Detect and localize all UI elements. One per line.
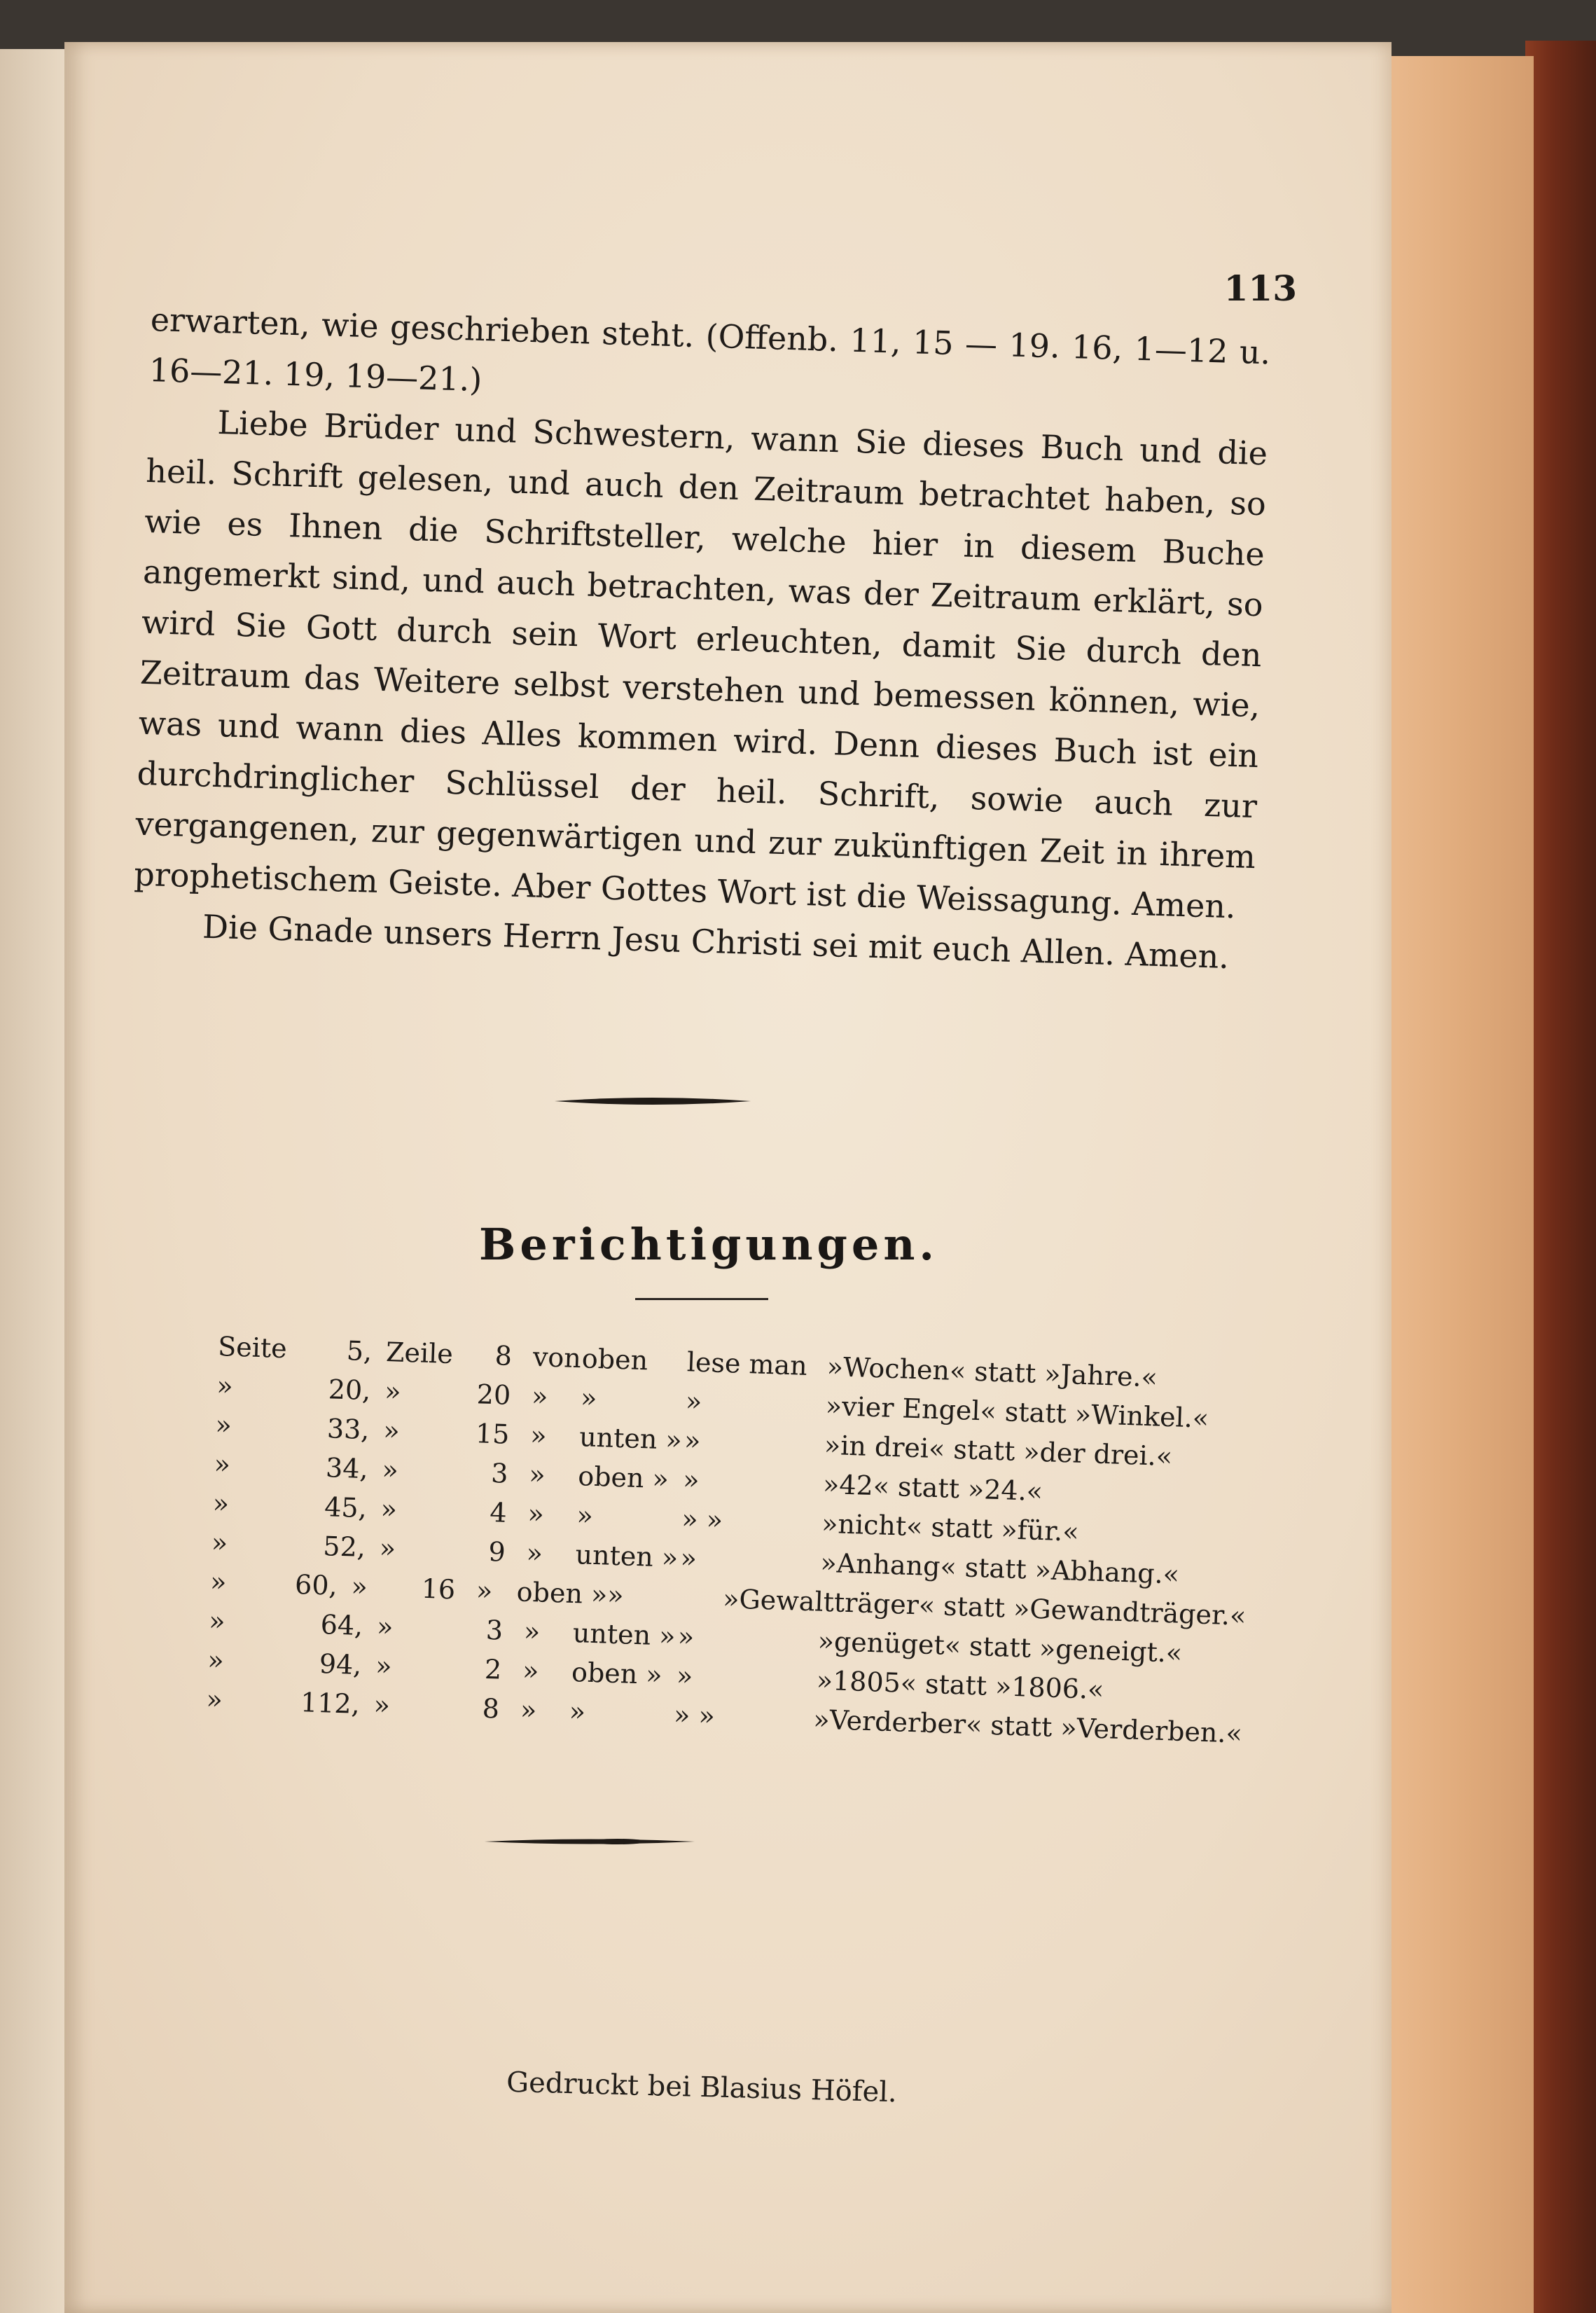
errata-line: 2 (484, 1653, 502, 1685)
paragraph-1: erwarten, wie geschrieben steht. (Offenb. 11, 15 — 19. 16, 1—12 u. 16—21. 19, 19—21.) (148, 300, 1272, 399)
errata-von: » (476, 1575, 494, 1607)
errata-correction: »genüget« statt »geneigt.« (817, 1625, 1183, 1669)
errata-page: 34, (325, 1452, 369, 1485)
page-number: 113 (1223, 268, 1297, 309)
errata-seite: » (208, 1605, 226, 1637)
errata-direction: » (580, 1382, 598, 1414)
errata-zeile: » (380, 1493, 398, 1525)
errata-line: 9 (487, 1535, 506, 1568)
paragraph-2: Liebe Brüder und Schwestern, wann Sie dieses Buch und die heil. Schrift gelesen, und auch den Zeitraum betrachtet haben, so wie es Ihnen die Schriftsteller, welche hier in diesem Buche angemerkt sind, und auch betrachten, was der Zeitraum erklärt, so wird Sie Gott durch sein Wort erleuchten, damit Sie durch den Zeitraum das Weitere selbst verstehen und bemessen können, wie, was und wann dies Alles kommen wird. Denn dieses Buch ist ein durchdringlicher Schlüssel der heil. Schrift, sowie auch zur vergangenen, zur gegenwärtigen und zur zukünftigen Zeit in ihrem prophetischem Geiste. Aber Gottes Wort ist die Weissagung. Amen. (133, 403, 1268, 926)
errata-line: 15 (475, 1418, 511, 1450)
book-page (64, 42, 1392, 2313)
errata-correction: »Gewaltträger« statt »Gewandträger.« (722, 1583, 1247, 1631)
errata-line: 20 (476, 1379, 511, 1411)
errata-line: 3 (485, 1614, 504, 1646)
errata-direction: » (576, 1500, 594, 1531)
errata-correction: »1805« statt »1806.« (816, 1664, 1105, 1706)
errata-seite: » (205, 1683, 223, 1715)
errata-seite: » (211, 1526, 228, 1559)
errata-lese: lese man (686, 1346, 808, 1381)
errata-seite: Seite (217, 1331, 288, 1365)
errata-lese: » (677, 1620, 695, 1652)
errata-lese: » (685, 1386, 703, 1417)
errata-page: 112, (300, 1687, 361, 1720)
errata-zeile: Zeile (385, 1336, 454, 1370)
book-cover-edge (1525, 41, 1596, 2313)
errata-seite: » (213, 1448, 231, 1480)
errata-page: 52, (322, 1531, 366, 1563)
printer-imprint: Gedruckt bei Blasius Höfel. (506, 2066, 898, 2109)
errata-von: » (531, 1380, 549, 1412)
errata-zeile: » (373, 1689, 391, 1721)
errata-line: 3 (490, 1458, 509, 1489)
errata-seite: » (209, 1566, 228, 1598)
errata-direction: » (569, 1695, 586, 1727)
errata-line: 4 (489, 1497, 508, 1528)
errata-lese: » (679, 1542, 698, 1574)
errata-correction: »Verderber« statt »Verderben.« (812, 1704, 1243, 1749)
heading-rule (635, 1298, 768, 1300)
errata-von: » (522, 1655, 540, 1687)
errata-von: » (527, 1498, 545, 1530)
errata-correction: »nicht« statt »für.« (821, 1507, 1080, 1547)
errata-zeile: » (381, 1454, 399, 1486)
paragraph-3: Die Gnade unsers Herrn Jesu Christi sei mit euch Allen. Amen. (202, 907, 1230, 976)
errata-lese: » (676, 1659, 694, 1692)
ornament-divider-top (555, 1096, 751, 1106)
errata-list (205, 1331, 1254, 1758)
errata-von: von (532, 1341, 582, 1374)
errata-direction: unten » (572, 1617, 676, 1652)
underlying-pages (1390, 56, 1534, 2313)
errata-seite: » (207, 1644, 225, 1676)
errata-correction: »vier Engel« statt »Winkel.« (825, 1390, 1209, 1434)
errata-von: » (529, 1419, 548, 1451)
errata-correction: »Anhang« statt »Abhang.« (819, 1547, 1180, 1590)
errata-seite: » (212, 1487, 230, 1519)
errata-von: » (526, 1537, 543, 1569)
left-page-edge (0, 49, 64, 2313)
errata-lese: » (606, 1579, 625, 1611)
errata-seite: » (216, 1369, 234, 1402)
errata-zeile: » (375, 1650, 393, 1682)
errata-lese: » » (681, 1503, 723, 1536)
errata-direction: oben (581, 1343, 648, 1376)
errata-page: 45, (324, 1491, 368, 1524)
errata-page: 20, (328, 1374, 372, 1407)
errata-direction: oben » (516, 1576, 609, 1610)
errata-direction: unten » (578, 1421, 683, 1456)
errata-line: 8 (482, 1692, 500, 1725)
errata-lese: » » (673, 1699, 716, 1732)
errata-zeile: » (379, 1532, 396, 1564)
errata-zeile: » (382, 1414, 401, 1447)
errata-direction: unten » (574, 1539, 679, 1573)
errata-page: 33, (326, 1413, 370, 1446)
errata-line: 16 (421, 1573, 456, 1606)
errata-page: 94, (319, 1648, 363, 1681)
errata-correction: »42« statt »24.« (822, 1468, 1043, 1507)
errata-page: 64, (320, 1609, 363, 1642)
errata-line: 8 (494, 1340, 513, 1372)
errata-correction: »Wochen« statt »Jahre.« (826, 1351, 1158, 1393)
errata-zeile: » (384, 1375, 402, 1407)
errata-zeile: » (376, 1610, 394, 1643)
errata-von: » (523, 1615, 541, 1648)
errata-seite: » (214, 1409, 233, 1441)
ornament-divider-bottom (485, 1837, 695, 1846)
errata-heading: Berichtigungen. (478, 1219, 939, 1270)
errata-page: 60, (294, 1568, 338, 1601)
errata-zeile: » (350, 1570, 368, 1603)
errata-correction: »in drei« statt »der drei.« (824, 1429, 1173, 1472)
body-text (132, 294, 1271, 983)
errata-lese: » (683, 1425, 702, 1456)
errata-von: » (528, 1458, 546, 1491)
errata-direction: oben » (571, 1656, 663, 1691)
errata-page: 5, (346, 1335, 373, 1367)
errata-direction: oben » (577, 1461, 669, 1495)
errata-lese: » (682, 1464, 700, 1496)
errata-von: » (520, 1694, 537, 1726)
